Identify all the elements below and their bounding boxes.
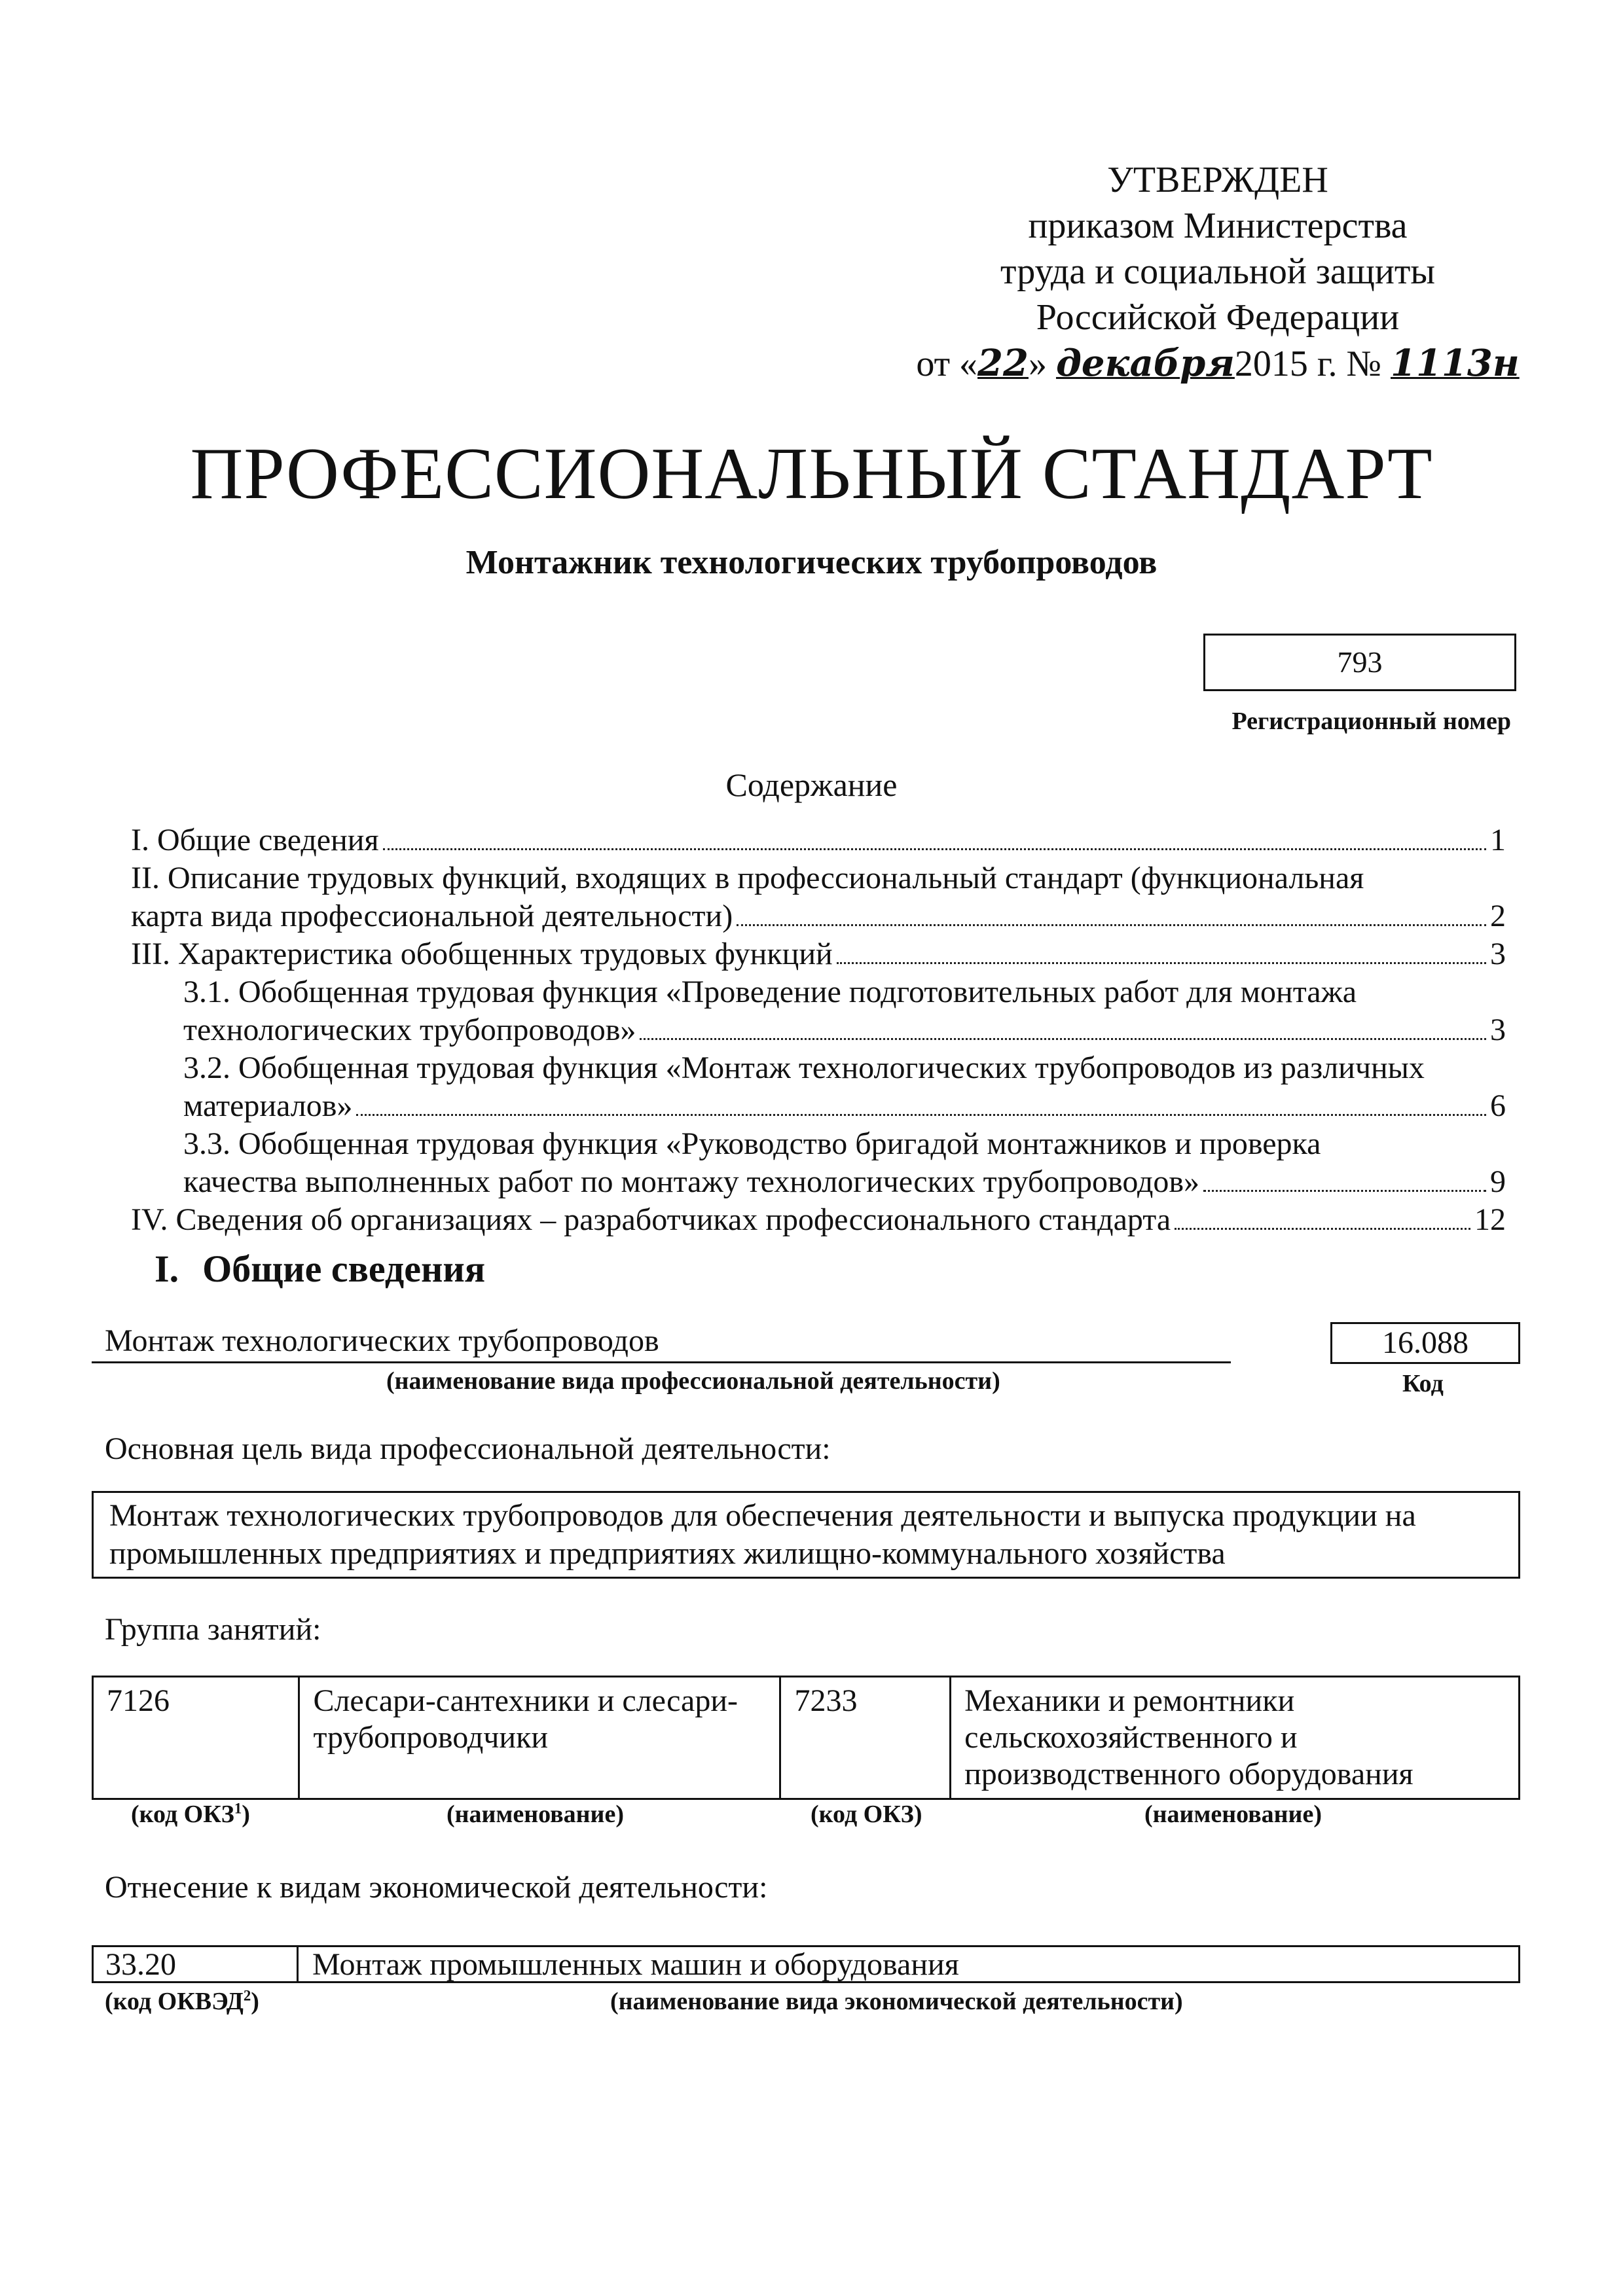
table-row: [93, 1677, 1520, 1799]
section-heading: [155, 1247, 509, 1291]
section-title: Общие сведения: [202, 1247, 486, 1290]
okved-code-caption: (код ОКВЭД$^2$): [105, 1987, 259, 2015]
okz-name-cell: Слесари-сантехники и слесари-трубопроводчики: [299, 1677, 780, 1799]
table-of-contents: [131, 821, 1506, 1239]
okz-name-caption-2: (наименование): [1144, 1801, 1322, 1828]
toc-leader: [737, 924, 1486, 926]
toc-leader: [1203, 1190, 1486, 1192]
registration-number-box: 793: [1203, 634, 1516, 691]
toc-item[interactable]: технологических трубопроводов» 3: [183, 1013, 1506, 1047]
toc-item[interactable]: III. Характеристика обобщенных трудовых функций 3: [131, 937, 1506, 971]
occupation-table: [92, 1676, 1520, 1800]
approval-line-2: приказом Министерства: [1028, 206, 1408, 246]
date-mid: »: [1028, 344, 1047, 384]
okved-name-caption: (наименование вида экономической деятельности): [610, 1988, 1183, 2015]
toc-leader: [383, 848, 1486, 850]
approval-line-1: УТВЕРЖДЕН: [1107, 160, 1328, 200]
registration-number-label: Регистрационный номер: [1231, 708, 1511, 735]
date-month: декабря: [1055, 342, 1235, 385]
okved-name: Монтаж промышленных машин и оборудования: [312, 1947, 959, 1982]
toc-item[interactable]: качества выполненных работ по монтажу технологических трубопроводов» 9: [183, 1164, 1506, 1199]
okz-name-caption: (наименование): [447, 1801, 624, 1828]
toc-item-line[interactable]: 3.3. Обобщенная трудовая функция «Руководство бригадой монтажников и проверка: [183, 1126, 1321, 1161]
toc-heading: Содержание: [725, 766, 898, 803]
approval-block: [903, 157, 1532, 387]
date-day: 22: [977, 342, 1029, 385]
okved-divider: [297, 1947, 299, 1981]
toc-item[interactable]: I. Общие сведения 1: [131, 823, 1506, 857]
order-number: 1113н: [1391, 342, 1520, 385]
okz-code-cell: 7126: [93, 1677, 299, 1799]
document-title: ПРОФЕССИОНАЛЬНЫЙ СТАНДАРТ: [190, 433, 1433, 514]
okved-row: [92, 1945, 1520, 1983]
toc-leader: [1175, 1228, 1470, 1230]
occupation-label: Группа занятий:: [105, 1612, 321, 1647]
approval-line-4: Российской Федерации: [1036, 297, 1400, 338]
approval-line-3: труда и социальной защиты: [1000, 251, 1435, 292]
goal-label: Основная цель вида профессиональной деятельности:: [105, 1431, 831, 1466]
activity-caption: (наименование вида профессиональной деятельности): [386, 1367, 1000, 1395]
document-subtitle: Монтажник технологических трубопроводов: [465, 544, 1158, 581]
toc-item-line[interactable]: II. Описание трудовых функций, входящих в профессиональный стандарт (функциональная: [131, 861, 1364, 895]
toc-leader: [356, 1114, 1486, 1116]
activity-name: Монтаж технологических трубопроводов: [92, 1321, 1231, 1363]
toc-item-line[interactable]: 3.1. Обобщенная трудовая функция «Проведение подготовительных работ для монтажа: [183, 975, 1357, 1009]
toc-item-line[interactable]: 3.2. Обобщенная трудовая функция «Монтаж технологических трубопроводов из различных: [183, 1050, 1425, 1085]
section-number: I.: [155, 1247, 179, 1290]
toc-leader: [837, 962, 1486, 964]
code-caption: Код: [1402, 1370, 1444, 1397]
toc-item[interactable]: IV. Сведения об организациях – разработчиках профессионального стандарта 12: [131, 1202, 1506, 1237]
toc-item[interactable]: карта вида профессиональной деятельности) 2: [131, 899, 1506, 933]
okz-code-caption: (код ОКЗ$^1$): [131, 1800, 250, 1828]
activity-code: 16.088: [1330, 1322, 1520, 1364]
okz-name-cell: Механики и ремонтники сельскохозяйственного и производственного оборудования: [951, 1677, 1520, 1799]
date-prefix: от «: [916, 344, 978, 384]
okved-code: 33.20: [105, 1947, 176, 1982]
date-year: 2015 г. №: [1234, 344, 1381, 384]
okz-code-cell: 7233: [780, 1677, 951, 1799]
goal-text: Монтаж технологических трубопроводов для обеспечения деятельности и выпуска продукции на промышленных предприятиях и предприятиях жилищно-коммунального хозяйства: [92, 1491, 1520, 1579]
okz-code-caption-2: (код ОКЗ): [811, 1801, 922, 1828]
economic-activity-label: Отнесение к видам экономической деятельности:: [105, 1870, 768, 1905]
toc-item[interactable]: материалов» 6: [183, 1088, 1506, 1123]
approval-date-line: [903, 340, 1532, 387]
toc-leader: [640, 1038, 1486, 1040]
